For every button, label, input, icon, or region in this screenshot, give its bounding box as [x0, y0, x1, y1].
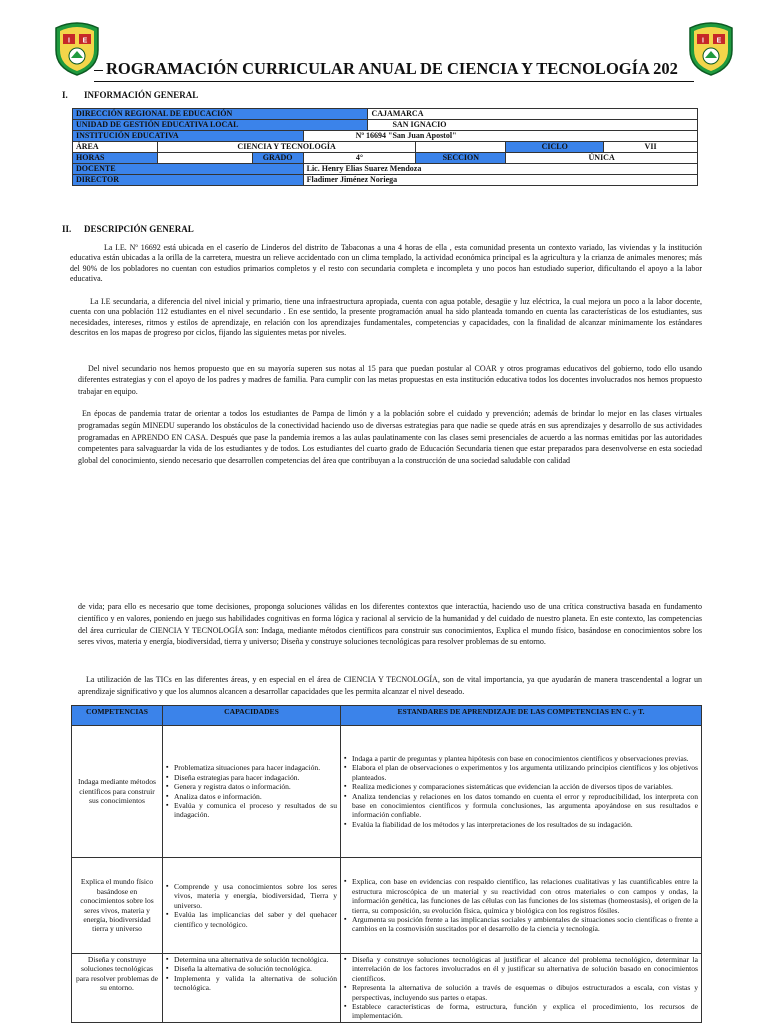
list-item: ▪ Determina una alternativa de solución tecnológica.	[166, 955, 337, 964]
svg-text:E: E	[82, 37, 88, 45]
info-label: UNIDAD DE GESTIÓN EDUCATIVA LOCAL	[73, 120, 368, 131]
competency-name: Diseña y construye soluciones tecnológicas para resolver problemas de su entorno.	[72, 954, 163, 1023]
info-spacer	[416, 142, 506, 153]
list-item: ▪ Argumenta su posición frente a las implicancias sociales y ambientales de situaciones socio científicas o frente a cambios en la cosmovisión suscitados por el desarrollo de la ciencia y tecnología.	[344, 915, 698, 934]
info-value: Nº 16694 "San Juan Apostol"	[303, 131, 697, 142]
table-row	[73, 153, 698, 164]
table-row	[73, 164, 698, 175]
capacities-list	[166, 763, 337, 819]
list-item: ▪ Problematiza situaciones para hacer indagación.	[166, 763, 337, 772]
info-value: SAN IGNACIO	[368, 120, 698, 131]
info-value-empty	[157, 153, 252, 164]
list-item: ▪ Explica, con base en evidencias con respaldo científico, las relaciones cualitativas y las cuantificables entre la estructura microscópica de un material y su reactividad con otros materiales o con campos y ondas, la información genética, las funciones de las células con las funciones de los sistemas (homeostasis), el origen de la tierra, su composición, su evolución física, química y biológica con los registros fósiles.	[344, 877, 698, 915]
section-title: INFORMACIÓN GENERAL	[84, 90, 199, 100]
document-title-text: ROGRAMACIÓN CURRICULAR ANUAL DE CIENCIA Y TECNOLOGÍA 202	[106, 59, 678, 78]
info-label: CICLO	[506, 142, 604, 153]
section-heading-description	[62, 224, 194, 234]
section-title: DESCRIPCIÓN GENERAL	[84, 224, 194, 234]
list-item: ▪ Establece características de forma, estructura, función y explica el procedimiento, los recursos de implementación.	[344, 1002, 698, 1021]
list-item: ▪ Elabora el plan de observaciones o experimentos y los argumenta utilizando principios científicos y los objetivos planteados.	[344, 763, 698, 782]
capacities-list	[166, 955, 337, 993]
general-info-table	[72, 108, 698, 186]
standards-cell	[341, 858, 702, 954]
table-row	[73, 175, 698, 186]
table-row	[73, 109, 698, 120]
paragraph: En épocas de pandemia tratar de orientar a todos los estudiantes de Pampa de limón y a la población sobre el cuidado y prevención; además de brindar lo mejor en las clases virtuales programadas según MINEDU superando los obstáculos de la conectividad haciendo uso de diversas estrategias para que nadie se quede atrás en sus aprendizajes y desarrollo de sus actividades programadas en APRENDO EN CASA. Después que pase la pandemia iremos a las aulas paulatinamente con las clases semi presenciales de acuerdo a las normas emitidas por las autoridades competentes para salvaguardar la vida de los estudiantes y de todos. Los estudiantes del cuarto grado de Educación Secundaria tienen que estar preparados para desenvolverse en esta sociedad global del conocimiento, siendo necesario que desarrollen competencias del área que contribuyan a la construcción de una sociedad saludable con calidad	[78, 409, 702, 466]
list-item: ▪ Indaga a partir de preguntas y plantea hipótesis con base en conocimientos científicos y observaciones previas.	[344, 754, 698, 763]
list-item: ▪ Diseña la alternativa de solución tecnológica.	[166, 964, 337, 973]
paragraph: La utilización de las TICs en las diferentes áreas, y en especial en el área de CIENCIA Y TECNOLOGÍA, son de vital importancia, ya que ayudarán de manera trascendental a lograr un aprendizaje significativo y que los alumnos alcancen a desarrollar capacidades que les permita alcanzar el nivel deseado.	[78, 675, 702, 696]
list-item: ▪ Evalúa las implicancias del saber y del quehacer científico y tecnológico.	[166, 910, 337, 929]
info-label: DIRECTOR	[73, 175, 304, 186]
capacities-cell	[163, 726, 341, 858]
column-header: ESTANDARES DE APRENDIZAJE DE LAS COMPETENCIAS EN C. y T.	[341, 706, 702, 726]
info-value: 4°	[303, 153, 416, 164]
info-value: ÚNICA	[506, 153, 698, 164]
competency-name: Explica el mundo físico basándose en conocimientos sobre los seres vivos, materia y energía, biodiversidad tierra y universo	[72, 858, 163, 954]
standards-cell	[341, 954, 702, 1023]
section-number: II.	[62, 224, 72, 234]
section-heading-general-info	[62, 90, 198, 100]
table-row	[73, 131, 698, 142]
table-row	[72, 726, 702, 858]
paragraph: La I.E secundaria, a diferencia del nivel inicial y primario, tiene una infraestructura apropiada, cuenta con agua potable, desagüe y luz eléctrica, la cual mejora un poco a la labor docente, cuenta con una población 112 estudiantes en el nivel secundario . En ese sentido, la presente programación anual ha sido planteada tomando en cuenta las características de los estudiantes, sus necesidades, intereses, ritmos y estilos de aprendizaje, en relación con los aprendizajes fundamentales, competencias y capacidades, con la finalidad de alcanzar mínimamente los estándares descritos en los mapas de progreso por ciclos, fijando las siguientes metas por niveles.	[70, 297, 702, 338]
list-item: ▪ Diseña estrategias para hacer indagación.	[166, 773, 337, 782]
list-item: ▪ Analiza tendencias y relaciones en los datos tomando en cuenta el error y reproducibilidad, los interpreta con base en conocimientos científicos y formula conclusiones, las argumenta apoyándose en sus resultados e información confiable.	[344, 792, 698, 820]
list-item: ▪ Implementa y valida la alternativa de solución tecnológica.	[166, 974, 337, 993]
column-header: CAPACIDADES	[163, 706, 341, 726]
list-item: ▪ Evalúa y comunica el proceso y resultados de su indagación.	[166, 801, 337, 820]
document-title	[94, 58, 694, 82]
info-label: GRADO	[252, 153, 303, 164]
info-label: ÁREA	[73, 142, 158, 153]
standards-list	[344, 955, 698, 1021]
info-label: HORAS	[73, 153, 158, 164]
info-value: Fladimer Jiménez Noriega	[303, 175, 697, 186]
info-label: DIRECCIÓN REGIONAL DE EDUCACIÓN	[73, 109, 368, 120]
capacities-cell	[163, 954, 341, 1023]
capacities-cell	[163, 858, 341, 954]
paragraph: Del nivel secundario nos hemos propuesto que en su mayoría superen sus notas al 15 para que puedan postular al COAR y otros programas educativos del gobierno, todo ello usando diferentes estrategias y con el apoyo de los padres y madres de familia. Para cumplir con las metas propuestas en esta institución educativa todos los docentes involucrados nos hemos propuesto trabajar en equipo.	[78, 364, 702, 396]
paragraph: La I.E. Nº 16692 está ubicada en el caserío de Linderos del distrito de Tabaconas a una 4 horas de ella , esta comunidad presenta un contexto variado, las viviendas y la institución educativa están ubicadas a la orilla de la carretera, muestra un relieve accidentado con un clima templado, la actividad económica principal es la agricultura y la crianza de animales menores; más del 90% de los pobladores no cuentan con estudios primarios completos y el resto con secundaria completa e incompleta y uno pocos han estudiado superior, dificultando el apoyo a la labor educativa.	[70, 243, 702, 284]
svg-text:E: E	[716, 37, 722, 45]
info-label: INSTITUCIÓN EDUCATIVA	[73, 131, 304, 142]
standards-list	[344, 754, 698, 829]
info-value: Lic. Henry Elias Suarez Mendoza	[303, 164, 697, 175]
list-item: ▪ Analiza datos e información.	[166, 792, 337, 801]
svg-text:I: I	[68, 37, 70, 45]
info-label: DOCENTE	[73, 164, 304, 175]
info-value: VII	[604, 142, 698, 153]
info-value: CAJAMARCA	[368, 109, 698, 120]
capacities-list	[166, 882, 337, 929]
svg-text:I: I	[702, 37, 704, 45]
list-item: ▪ Genera y registra datos o información.	[166, 782, 337, 791]
list-item: ▪ Realiza mediciones y comparaciones sistemáticas que evidencian la acción de diversos tipos de variables.	[344, 782, 698, 791]
table-row	[72, 858, 702, 954]
list-item: ▪ Representa la alternativa de solución a través de esquemas o dibujos estructurados a escala, con vistas y perspectivas, incluyendo sus partes o etapas.	[344, 983, 698, 1002]
table-row	[72, 954, 702, 1023]
paragraph: de vida; para ello es necesario que tome decisiones, proponga soluciones válidas en los diferentes contextos que interactúa, haciendo uso de una crítica constructiva basada en fundamento científico y en valores, poniendo en juego sus habilidades cognitivas en forma lógica y racional al servicio de la humanidad y del cuidado de nuestro planeta. En este contexto, las competencias del área curricular de CIENCIA Y TECNOLOGÍA son: Indaga, mediante métodos científicos para construir sus conocimientos, Explica el mundo físico, basándose en conocimientos sobre los seres vivos, materia y energía, biodiversidad, tierra y universo; Diseña y construye soluciones tecnológicas para resolver problemas de su entorno.	[78, 602, 702, 647]
info-value: CIENCIA Y TECNOLOGÍA	[157, 142, 416, 153]
competencies-table	[71, 705, 702, 1023]
table-header-row	[72, 706, 702, 726]
section-number: I.	[62, 90, 68, 100]
list-item: ▪ Evalúa la fiabilidad de los métodos y las interpretaciones de los resultados de su indagación.	[344, 820, 698, 829]
standards-list	[344, 877, 698, 933]
info-label: SECCION	[416, 153, 506, 164]
list-item: ▪ Comprende y usa conocimientos sobre los seres vivos, materia y energía, biodiversidad, Tierra y universo.	[166, 882, 337, 910]
table-row	[73, 120, 698, 131]
standards-cell	[341, 726, 702, 858]
list-item: ▪ Diseña y construye soluciones tecnológicas al justificar el alcance del problema tecnológico, determinar la interrelación de los factores involucrados en él y justificar su alternativa de solución basado en conocimientos científicos.	[344, 955, 698, 983]
column-header: COMPETENCIAS	[72, 706, 163, 726]
table-row	[73, 142, 698, 153]
competency-name: Indaga mediante métodos científicos para construir sus conocimientos	[72, 726, 163, 858]
